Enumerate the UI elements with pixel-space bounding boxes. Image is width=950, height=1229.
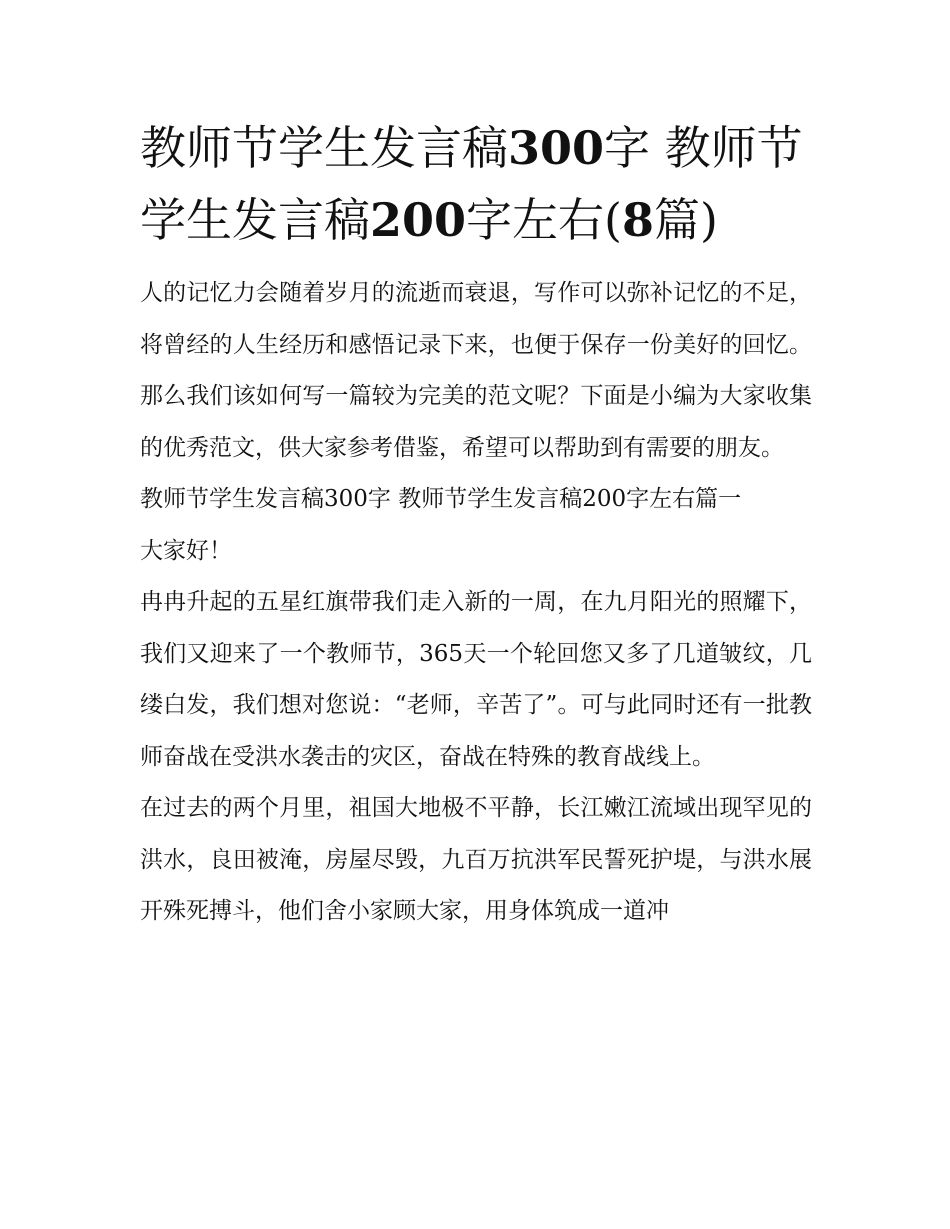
document-body: [140, 268, 812, 938]
section-heading: 教师节学生发言稿300字 教师节学生发言稿200字左右篇一: [140, 486, 742, 512]
body-paragraph: 在过去的两个月里，祖国大地极不平静，长江嫩江流域出现罕见的洪水，良田被淹，房屋尽毁，九百万抗洪军民誓死护堤，与洪水展开殊死搏斗，他们舍小家顾大家，用身体筑成一道冲: [140, 795, 812, 924]
intro-paragraph: 人的记忆力会随着岁月的流逝而衰退，写作可以弥补记忆的不足，将曾经的人生经历和感悟记录下来，也便于保存一份美好的回忆。那么我们该如何写一篇较为完美的范文呢？下面是小编为大家收集的优秀范文，供大家参考借鉴，希望可以帮助到有需要的朋友。: [140, 280, 812, 461]
document-page: [140, 112, 812, 938]
document-title: 教师节学生发言稿300字 教师节学生发言稿200字左右(8篇): [140, 121, 803, 247]
body-paragraph: 冉冉升起的五星红旗带我们走入新的一周，在九月阳光的照耀下，我们又迎来了一个教师节，365天一个轮回您又多了几道皱纹，几缕白发，我们想对您说：“老师，辛苦了”。可与此同时还有一批教师奋战在受洪水袭击的灾区，奋战在特殊的教育战线上。: [140, 589, 812, 770]
greeting-paragraph: 大家好！: [140, 537, 232, 564]
